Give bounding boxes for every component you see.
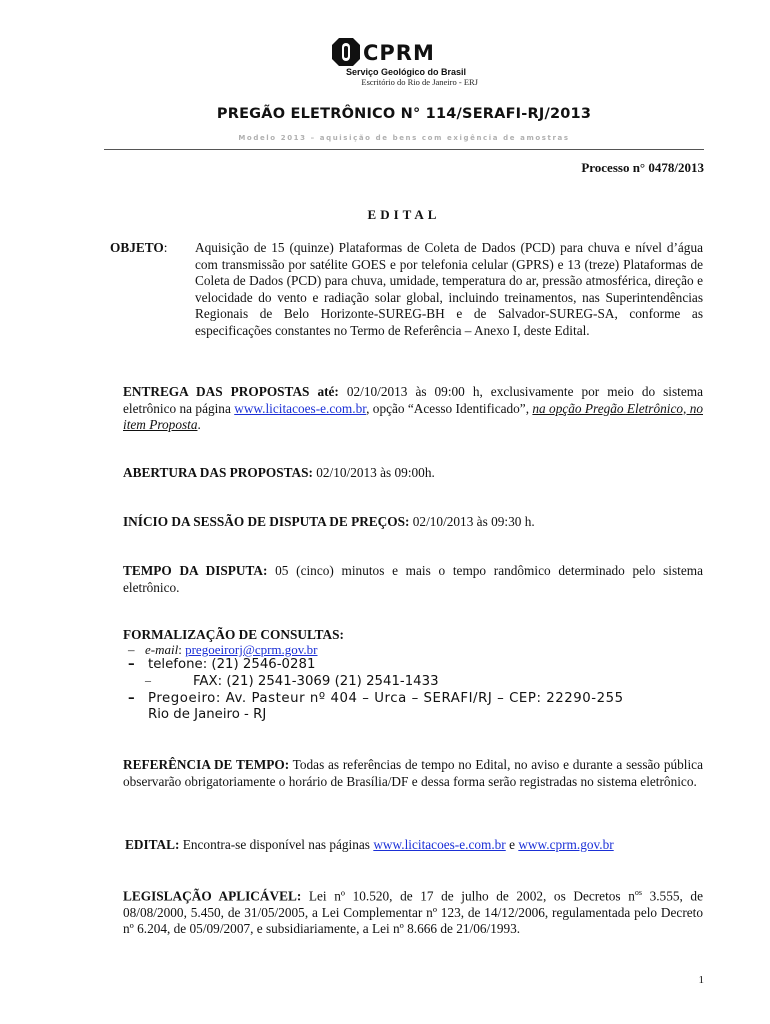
referencia-label: REFERÊNCIA DE TEMPO: bbox=[123, 757, 290, 772]
fax-text: FAX: (21) 2541-3069 (21) 2541-1433 bbox=[193, 674, 439, 689]
email-link[interactable]: pregoeirorj@cprm.gov.br bbox=[185, 642, 318, 657]
page-number: 1 bbox=[698, 974, 704, 986]
entrega-section: ENTREGA DAS PROPOSTAS até: 02/10/2013 às 09:00 h, exclusivamente por meio do sistema eletrônico na página www.licitacoes-e.com.br, opção “Acesso Identificado”, na opção Pregão Eletrônico, no item Proposta. bbox=[123, 384, 704, 432]
logo-text: CPRM bbox=[363, 41, 435, 65]
office-name: Escritório do Rio de Janeiro - ERJ bbox=[361, 77, 478, 87]
legislacao-label: LEGISLAÇÃO APLICÁVEL: bbox=[123, 888, 302, 904]
phone-text: telefone: (21) 2546-0281 bbox=[148, 657, 316, 672]
header-divider bbox=[104, 149, 704, 150]
objeto-label: OBJETO: bbox=[110, 240, 168, 255]
inicio-label: INÍCIO DA SESSÃO DE DISPUTA DE PREÇOS: bbox=[123, 514, 410, 529]
tempo-disputa-section: TEMPO DA DISPUTA: 05 (cinco) minutos e mais o tempo randômico determinado pelo sistema eletrônico. bbox=[123, 563, 703, 595]
document-title: PREGÃO ELETRÔNICO N° 114/SERAFI-RJ/2013 bbox=[216, 106, 592, 122]
pregoeiro-address-line1: Pregoeiro: Av. Pasteur nº 404 – Urca – SERAFI/RJ – CEP: 22290-255 bbox=[148, 691, 624, 706]
objeto-text: Aquisição de 15 (quinze) Plataformas de Coleta de Dados (PCD) para chuva e nível d’água com transmissão por satélite GOES e por telefonia celular (GPRS) e 13 (treze) Plataformas de Coleta de Dados (PCD) para chuva, umidade, temperatura do ar, pressão atmosférica, direção e velocidade do vento e radiação solar global, incluindo treinamentos, nas Superintendências Regionais de Belo Horizonte-SUREG-BH e de Salvador-SUREG-SA, conforme as especificações constantes no Termo de Referência – Anexo I, deste Edital. bbox=[195, 240, 703, 338]
cprm-logo-icon bbox=[331, 37, 361, 67]
edital-section: EDITAL: Encontra-se disponível nas páginas www.licitacoes-e.com.br e www.cprm.gov.br bbox=[125, 837, 614, 852]
contact-list bbox=[128, 642, 708, 658]
process-number: Processo n° 0478/2013 bbox=[581, 160, 704, 175]
cprm-link[interactable]: www.cprm.gov.br bbox=[518, 837, 614, 852]
model-note: Modelo 2013 – aquisição de bens com exigência de amostras bbox=[238, 134, 570, 142]
abertura-section: ABERTURA DAS PROPOSTAS: 02/10/2013 às 09:00h. bbox=[123, 465, 435, 480]
licitacoes-link-2[interactable]: www.licitacoes-e.com.br bbox=[373, 837, 506, 852]
formalizacao-label: FORMALIZAÇÃO DE CONSULTAS: bbox=[123, 627, 344, 642]
abertura-label: ABERTURA DAS PROPOSTAS: bbox=[123, 465, 313, 480]
tempo-disputa-label: TEMPO DA DISPUTA: bbox=[123, 563, 268, 578]
contact-email-row: – e-mail: pregoeirorj@cprm.gov.br bbox=[128, 642, 318, 657]
list-dash: – bbox=[128, 642, 135, 657]
inicio-section: INÍCIO DA SESSÃO DE DISPUTA DE PREÇOS: 02/10/2013 às 09:30 h. bbox=[123, 514, 535, 529]
logo-subtitle: Serviço Geológico do Brasil bbox=[345, 67, 467, 77]
legislacao-section: LEGISLAÇÃO APLICÁVEL: Lei nº 10.520, de 17 de julho de 2002, os Decretos $n^{os}$ 3.555, de 08/08/2000, 5.450, de 31/05/2005, a Lei Complementar nº 123, de 14/12/2006, regulamentada pelo Decreto nº 6.204, de 05/09/2007, e subsidiariamente, a Lei nº 8.666 de 21/06/1993. bbox=[123, 888, 703, 937]
entrega-label: ENTREGA DAS PROPOSTAS até: bbox=[123, 384, 339, 399]
pregoeiro-address-line2: Rio de Janeiro - RJ bbox=[148, 707, 267, 722]
edital-label: EDITAL: bbox=[125, 837, 180, 852]
edital-heading: EDITAL bbox=[367, 207, 441, 222]
licitacoes-link[interactable]: www.licitacoes-e.com.br bbox=[234, 400, 367, 416]
entrega-italic-note: na opção Pregão Eletrônico, no item Proposta bbox=[123, 400, 703, 432]
referencia-section: REFERÊNCIA DE TEMPO: Todas as referências de tempo no Edital, no aviso e durante a sessão pública observarão obrigatoriamente o horário de Brasília/DF e dessa forma serão registradas no sistema eletrônico. bbox=[123, 757, 703, 789]
